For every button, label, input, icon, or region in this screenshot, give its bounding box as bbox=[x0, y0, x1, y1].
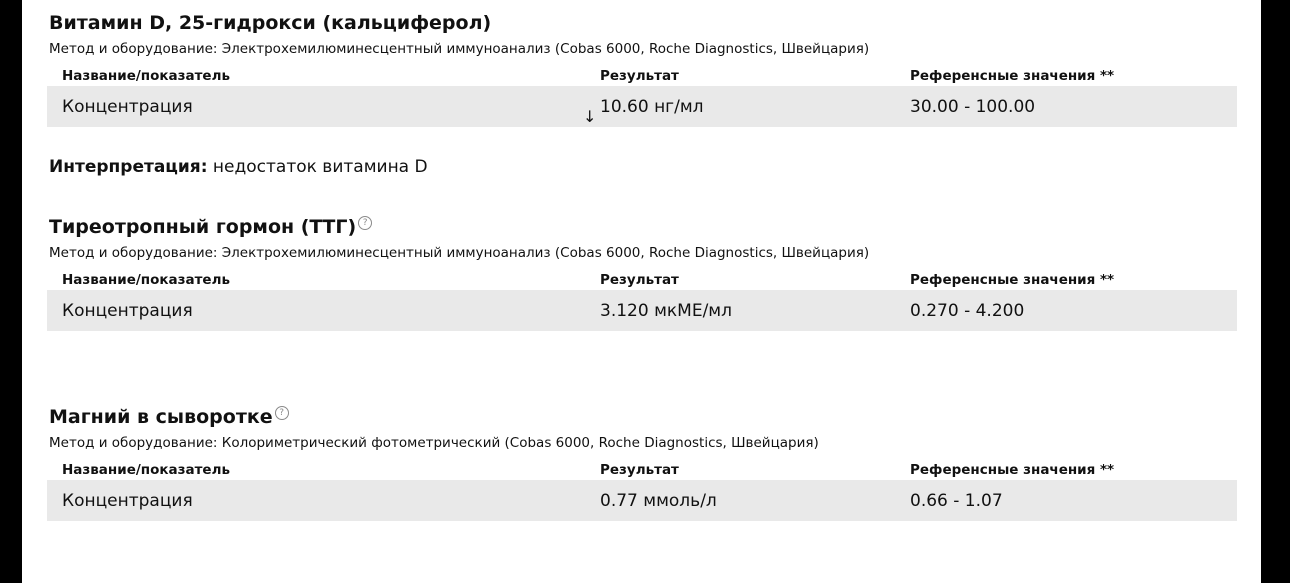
test-title-text: Магний в сыворотке bbox=[49, 406, 273, 428]
test-method: Метод и оборудование: Электрохемилюминесцентный иммуноанализ (Cobas 6000, Roche Diagnostics, Швейцария) bbox=[49, 245, 870, 261]
row-reference: 0.66 - 1.07 bbox=[910, 491, 1003, 511]
row-result: 3.120 мкМЕ/мл bbox=[600, 301, 732, 321]
interpretation bbox=[49, 156, 428, 178]
header-name: Название/показатель bbox=[62, 272, 231, 288]
row-result: 10.60 нг/мл bbox=[600, 97, 704, 117]
table-row bbox=[47, 86, 1237, 127]
header-reference: Референсные значения ** bbox=[910, 272, 1115, 288]
table-row bbox=[47, 480, 1237, 521]
table-header bbox=[49, 66, 1237, 86]
question-circle-icon[interactable]: ? bbox=[358, 216, 372, 230]
question-circle-icon[interactable]: ? bbox=[275, 406, 289, 420]
header-name: Название/показатель bbox=[62, 68, 231, 84]
table-header bbox=[49, 460, 1237, 480]
row-reference: 30.00 - 100.00 bbox=[910, 97, 1036, 117]
row-result-cell bbox=[583, 96, 704, 126]
interpretation-label: Интерпретация: bbox=[49, 157, 208, 177]
row-result: 0.77 ммоль/л bbox=[600, 491, 717, 511]
header-reference: Референсные значения ** bbox=[910, 462, 1115, 478]
row-name: Концентрация bbox=[62, 301, 193, 321]
header-reference: Референсные значения ** bbox=[910, 68, 1115, 84]
test-title bbox=[49, 215, 1237, 239]
header-result: Результат bbox=[600, 462, 679, 478]
table-header bbox=[49, 270, 1237, 290]
test-title bbox=[49, 405, 1237, 429]
header-result: Результат bbox=[600, 272, 679, 288]
row-name: Концентрация bbox=[62, 491, 193, 511]
test-title-text: Тиреотропный гормон (ТТГ) bbox=[49, 216, 357, 238]
interpretation-text: недостаток витамина D bbox=[207, 157, 428, 177]
test-title-text: Витамин D, 25-гидрокси (кальциферол) bbox=[49, 12, 492, 34]
test-method: Метод и оборудование: Колориметрический фотометрический (Cobas 6000, Roche Diagnostics, Швейцария) bbox=[49, 435, 819, 451]
test-section-magnesium bbox=[49, 405, 1237, 521]
header-name: Название/показатель bbox=[62, 462, 231, 478]
header-result: Результат bbox=[600, 68, 679, 84]
test-method: Метод и оборудование: Электрохемилюминесцентный иммуноанализ (Cobas 6000, Roche Diagnostics, Швейцария) bbox=[49, 41, 870, 57]
test-title bbox=[49, 11, 1237, 35]
report-page bbox=[22, 0, 1261, 583]
arrow-down-icon: ↓ bbox=[583, 107, 597, 126]
test-section-vitamin-d bbox=[49, 11, 1237, 127]
row-name: Концентрация bbox=[62, 97, 193, 117]
test-section-tsh bbox=[49, 215, 1237, 331]
row-reference: 0.270 - 4.200 bbox=[910, 301, 1025, 321]
table-row bbox=[47, 290, 1237, 331]
